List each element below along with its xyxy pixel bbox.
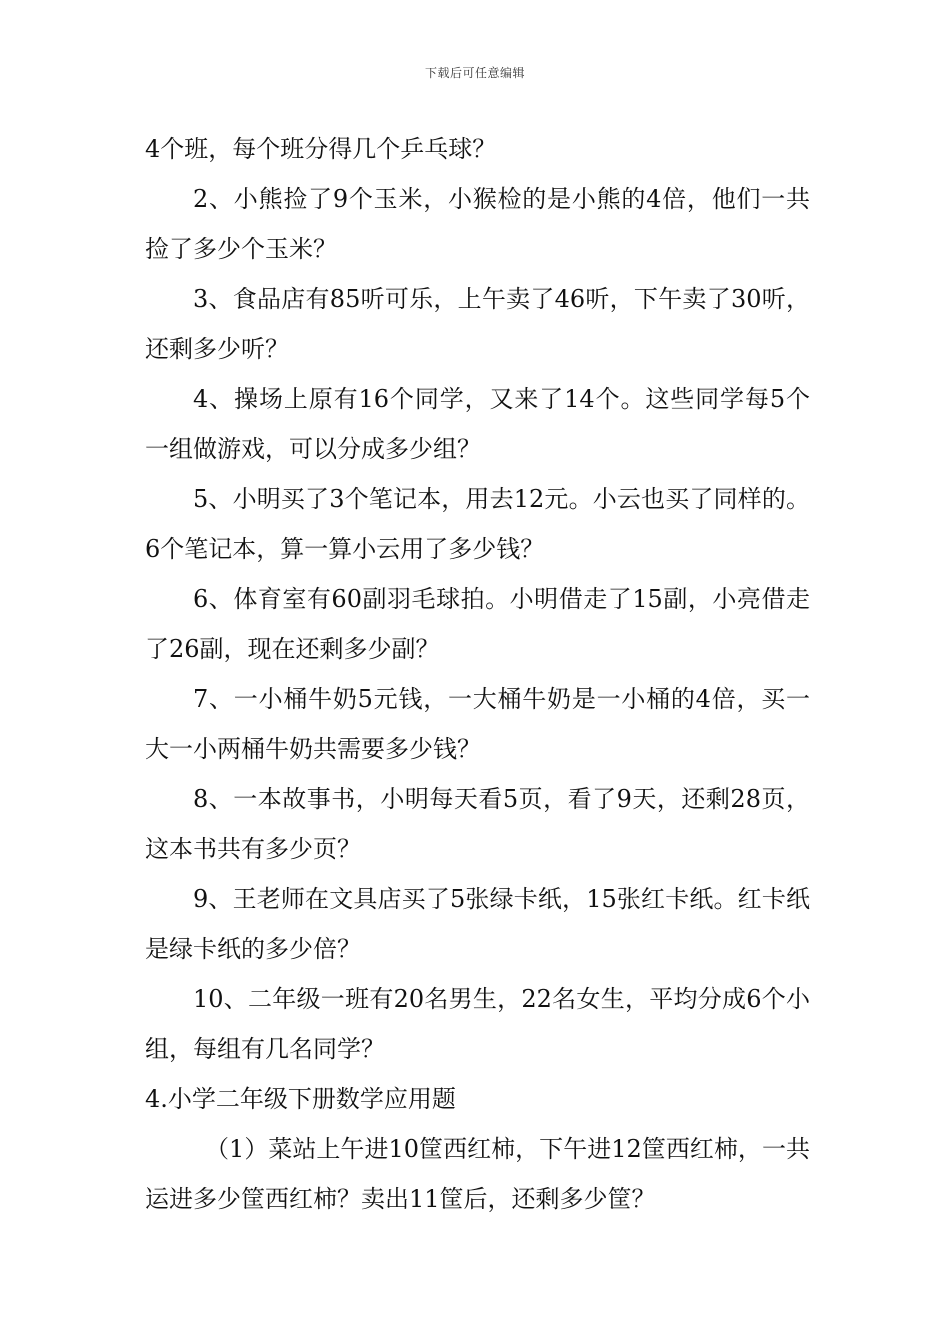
section-question-1: （1）菜站上午进10筐西红柿，下午进12筐西红柿，一共运进多少筐西红柿？卖出11筐后，还剩多少筐？ xyxy=(145,1135,810,1213)
question-2: 2、小熊捡了9个玉米，小猴检的是小熊的4倍，他们一共捡了多少个玉米？ xyxy=(145,185,810,263)
question-6: 6、体育室有60副羽毛球拍。小明借走了15副，小亮借走了26副，现在还剩多少副？ xyxy=(145,585,810,663)
paragraph-continuation: 4个班，每个班分得几个乒乓球？ xyxy=(145,135,497,163)
question-10: 10、二年级一班有20名男生，22名女生，平均分成6个小组，每组有几名同学？ xyxy=(145,985,810,1063)
question-9: 9、王老师在文具店买了5张绿卡纸，15张红卡纸。红卡纸是绿卡纸的多少倍？ xyxy=(145,885,810,963)
question-5: 5、小明买了3个笔记本，用去12元。小云也买了同样的。6个笔记本，算一算小云用了多少钱？ xyxy=(145,485,810,563)
section-heading: 4.小学二年级下册数学应用题 xyxy=(145,1085,456,1113)
question-3: 3、食品店有85听可乐，上午卖了46听，下午卖了30听，还剩多少听？ xyxy=(145,285,810,363)
question-8: 8、一本故事书，小明每天看5页，看了9天，还剩28页，这本书共有多少页？ xyxy=(145,785,810,863)
document-body xyxy=(145,124,810,1224)
question-7: 7、一小桶牛奶5元钱，一大桶牛奶是一小桶的4倍，买一大一小两桶牛奶共需要多少钱？ xyxy=(145,685,810,763)
question-4: 4、操场上原有16个同学，又来了14个。这些同学每5个一组做游戏，可以分成多少组？ xyxy=(145,385,810,463)
page-header: 下载后可任意编辑 xyxy=(424,66,525,80)
